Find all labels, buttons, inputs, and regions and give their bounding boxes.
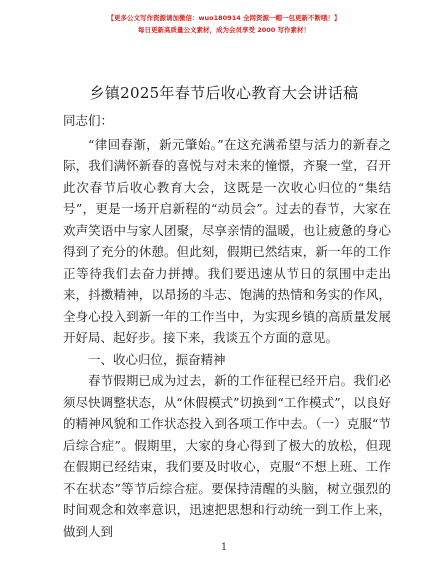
paragraph-intro: “律回春渐，新元肇始。”在这充满希望与活力的新春之际，我们满怀新春的喜悦与对未来的憧憬，齐聚一堂，召开此次春节后收心教育大会，这既是一次收心归位的“集结号”，更是一场开启新程的“动员会”。过去的春节，大家在欢声笑语中与家人团聚，尽享亲情的温暖，也让疲惫的身心得到了充分的休憩。但此刻，假期已然结束，新一年的工作正等待我们去奋力拼搏。我们要迅速从节日的氛围中走出来，抖擞精神，以昂扬的斗志、饱满的热情和务实的作风，全身心投入到新一年的工作当中，为实现乡镇的高质量发展开好局、起好步。接下来，我谈五个方面的意见。: [63, 136, 391, 345]
document-body: [63, 110, 391, 542]
document-title: 乡镇2025年春节后收心教育大会讲话稿: [89, 84, 359, 102]
section-heading-1: 一、收心归位，振奋精神: [88, 351, 226, 367]
page-number: 1: [220, 542, 228, 553]
promo-banner-line-1: 【更多公文写作资源请加微信：wuo180914 全网资源一帽一包更新不断哦！】: [107, 14, 341, 22]
paragraph-section-1: 春节假期已成为过去，新的工作征程已经开启。我们必须尽快调整状态，从“休假模式”切换到“工作模式”，以良好的精神风貌和工作状态投入到各项工作中去。（一）克服“节后综合症”。假期里，大家的身心得到了极大的放松，但现在假期已经结束，我们要及时收心，克服“不想上班、工作不在状态”等节后综合症。要保持清醒的头脑，树立强烈的时间观念和效率意识，迅速把思想和行动统一到工作上来，做到人到: [63, 373, 391, 539]
salutation: 同志们：: [63, 113, 114, 128]
promo-banner-line-2: 每日更新高质量公文素材，成为会员享受 2000 写作素材！: [137, 26, 311, 34]
